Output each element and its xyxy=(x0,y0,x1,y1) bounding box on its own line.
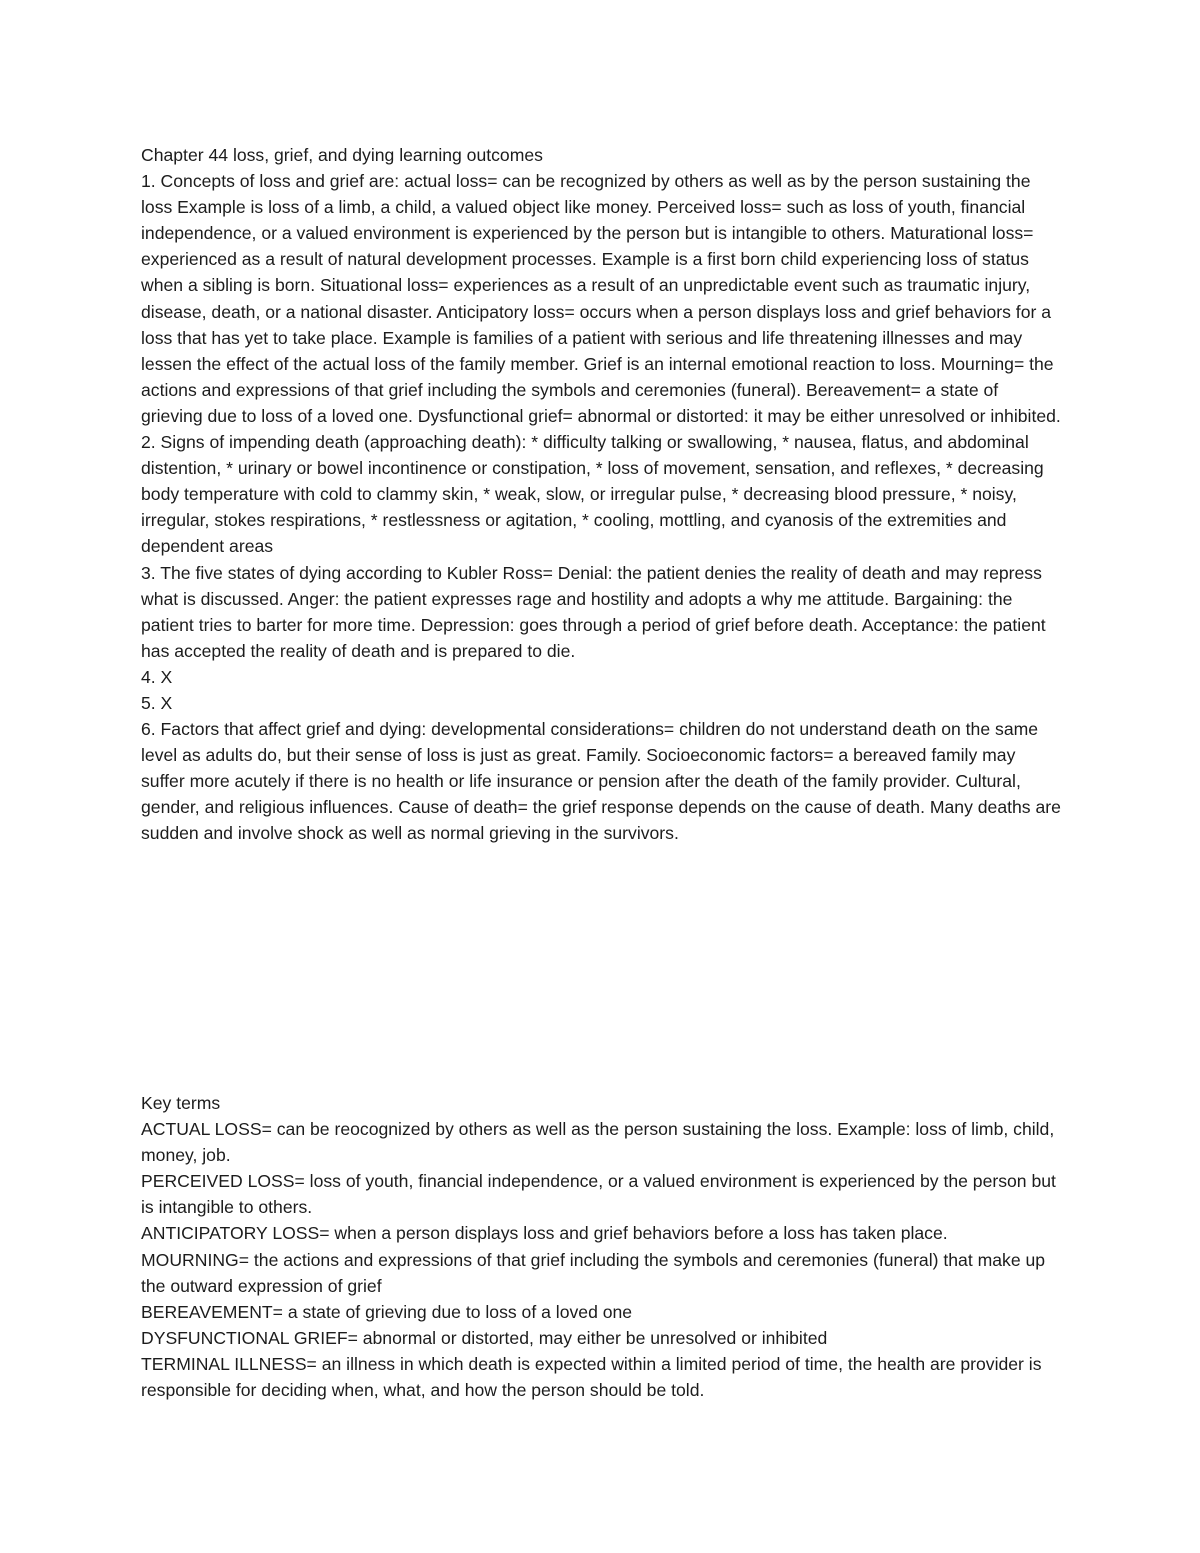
key-term-terminal-illness: TERMINAL ILLNESS= an illness in which death is expected within a limited period of time, the health are provider is responsible for deciding when, what, and how the person should be told. xyxy=(141,1353,1042,1401)
key-term-dysfunctional-grief: DYSFUNCTIONAL GRIEF= abnormal or distorted, may either be unresolved or inhibited xyxy=(141,1327,828,1348)
outcome-item-3: 3. The five states of dying according to Kubler Ross= Denial: the patient denies the reality of death and may repress what is discussed. Anger: the patient expresses rage and hostility and adopts a why me attitude. Bargaining: the patient tries to barter for more time. Depression: goes through a period of grief before death. Acceptance: the patient has accepted the reality of death and is prepared to die. xyxy=(141,562,1046,661)
key-term-perceived-loss: PERCEIVED LOSS= loss of youth, financial independence, or a valued environment is experienced by the person but is intangible to others. xyxy=(141,1171,1056,1218)
key-term-bereavement: BEREAVEMENT= a state of grieving due to loss of a loved one xyxy=(141,1301,633,1322)
outcome-item-4: 4. X xyxy=(141,666,173,687)
document-title: Chapter 44 loss, grief, and dying learning outcomes xyxy=(141,145,543,165)
key-terms-heading: Key terms xyxy=(141,1093,221,1113)
outcome-item-1: 1. Concepts of loss and grief are: actual loss= can be recognized by others as well as by the person sustaining the loss Example is loss of a limb, a child, a valued object like money. Perceived loss= such as loss of youth, financial independence, or a valued environment is experienced by the person but is intangible to others. Maturational loss= experienced as a result of natural development processes. Example is a first born child experiencing loss of status when a sibling is born. Situational loss= experiences as a result of an unpredictable event such as traumatic injury, disease, death, or a national disaster. Anticipatory loss= occurs when a person displays loss and grief behaviors for a loss that has yet to take place. Example is families of a patient with serious and life threatening illnesses and may lessen the effect of the actual loss of the family member. Grief is an internal emotional reaction to loss. Mourning= the actions and expressions of that grief including the symbols and ceremonies (funeral). Bereavement= a state of grieving due to loss of a loved one. Dysfunctional grief= abnormal or distorted: it may be either unresolved or inhibited. xyxy=(141,171,1061,426)
key-term-anticipatory-loss: ANTICIPATORY LOSS= when a person displays loss and grief behaviors before a loss has taken place. xyxy=(141,1223,948,1244)
outcome-item-6: 6. Factors that affect grief and dying: developmental considerations= children do not understand death on the same level as adults do, but their sense of loss is just as great. Family. Socioeconomic factors= a bereaved family may suffer more acutely if there is no health or life insurance or pension after the death of the family provider. Cultural, gender, and religious influences. Cause of death= the grief response depends on the cause of death. Many deaths are sudden and involve shock as well as normal grieving in the survivors. xyxy=(141,719,1061,844)
key-terms-section xyxy=(141,1090,1061,1403)
key-term-actual-loss: ACTUAL LOSS= can be reocognized by others as well as the person sustaining the loss. Example: loss of limb, child, money, job. xyxy=(141,1119,1055,1166)
learning-outcomes-section xyxy=(141,142,1061,847)
key-term-mourning: MOURNING= the actions and expressions of that grief including the symbols and ceremonies (funeral) that make up the outward expression of grief xyxy=(141,1249,1046,1296)
outcome-item-5: 5. X xyxy=(141,692,173,713)
outcome-item-2: 2. Signs of impending death (approaching death): * difficulty talking or swallowing, * nausea, flatus, and abdominal distention, * urinary or bowel incontinence or constipation, * loss of movement, sensation, and reflexes, * decreasing body temperature with cold to clammy skin, * weak, slow, or irregular pulse, * decreasing blood pressure, * noisy, irregular, stokes respirations, * restlessness or agitation, * cooling, mottling, and cyanosis of the extremities and dependent areas xyxy=(141,432,1044,557)
